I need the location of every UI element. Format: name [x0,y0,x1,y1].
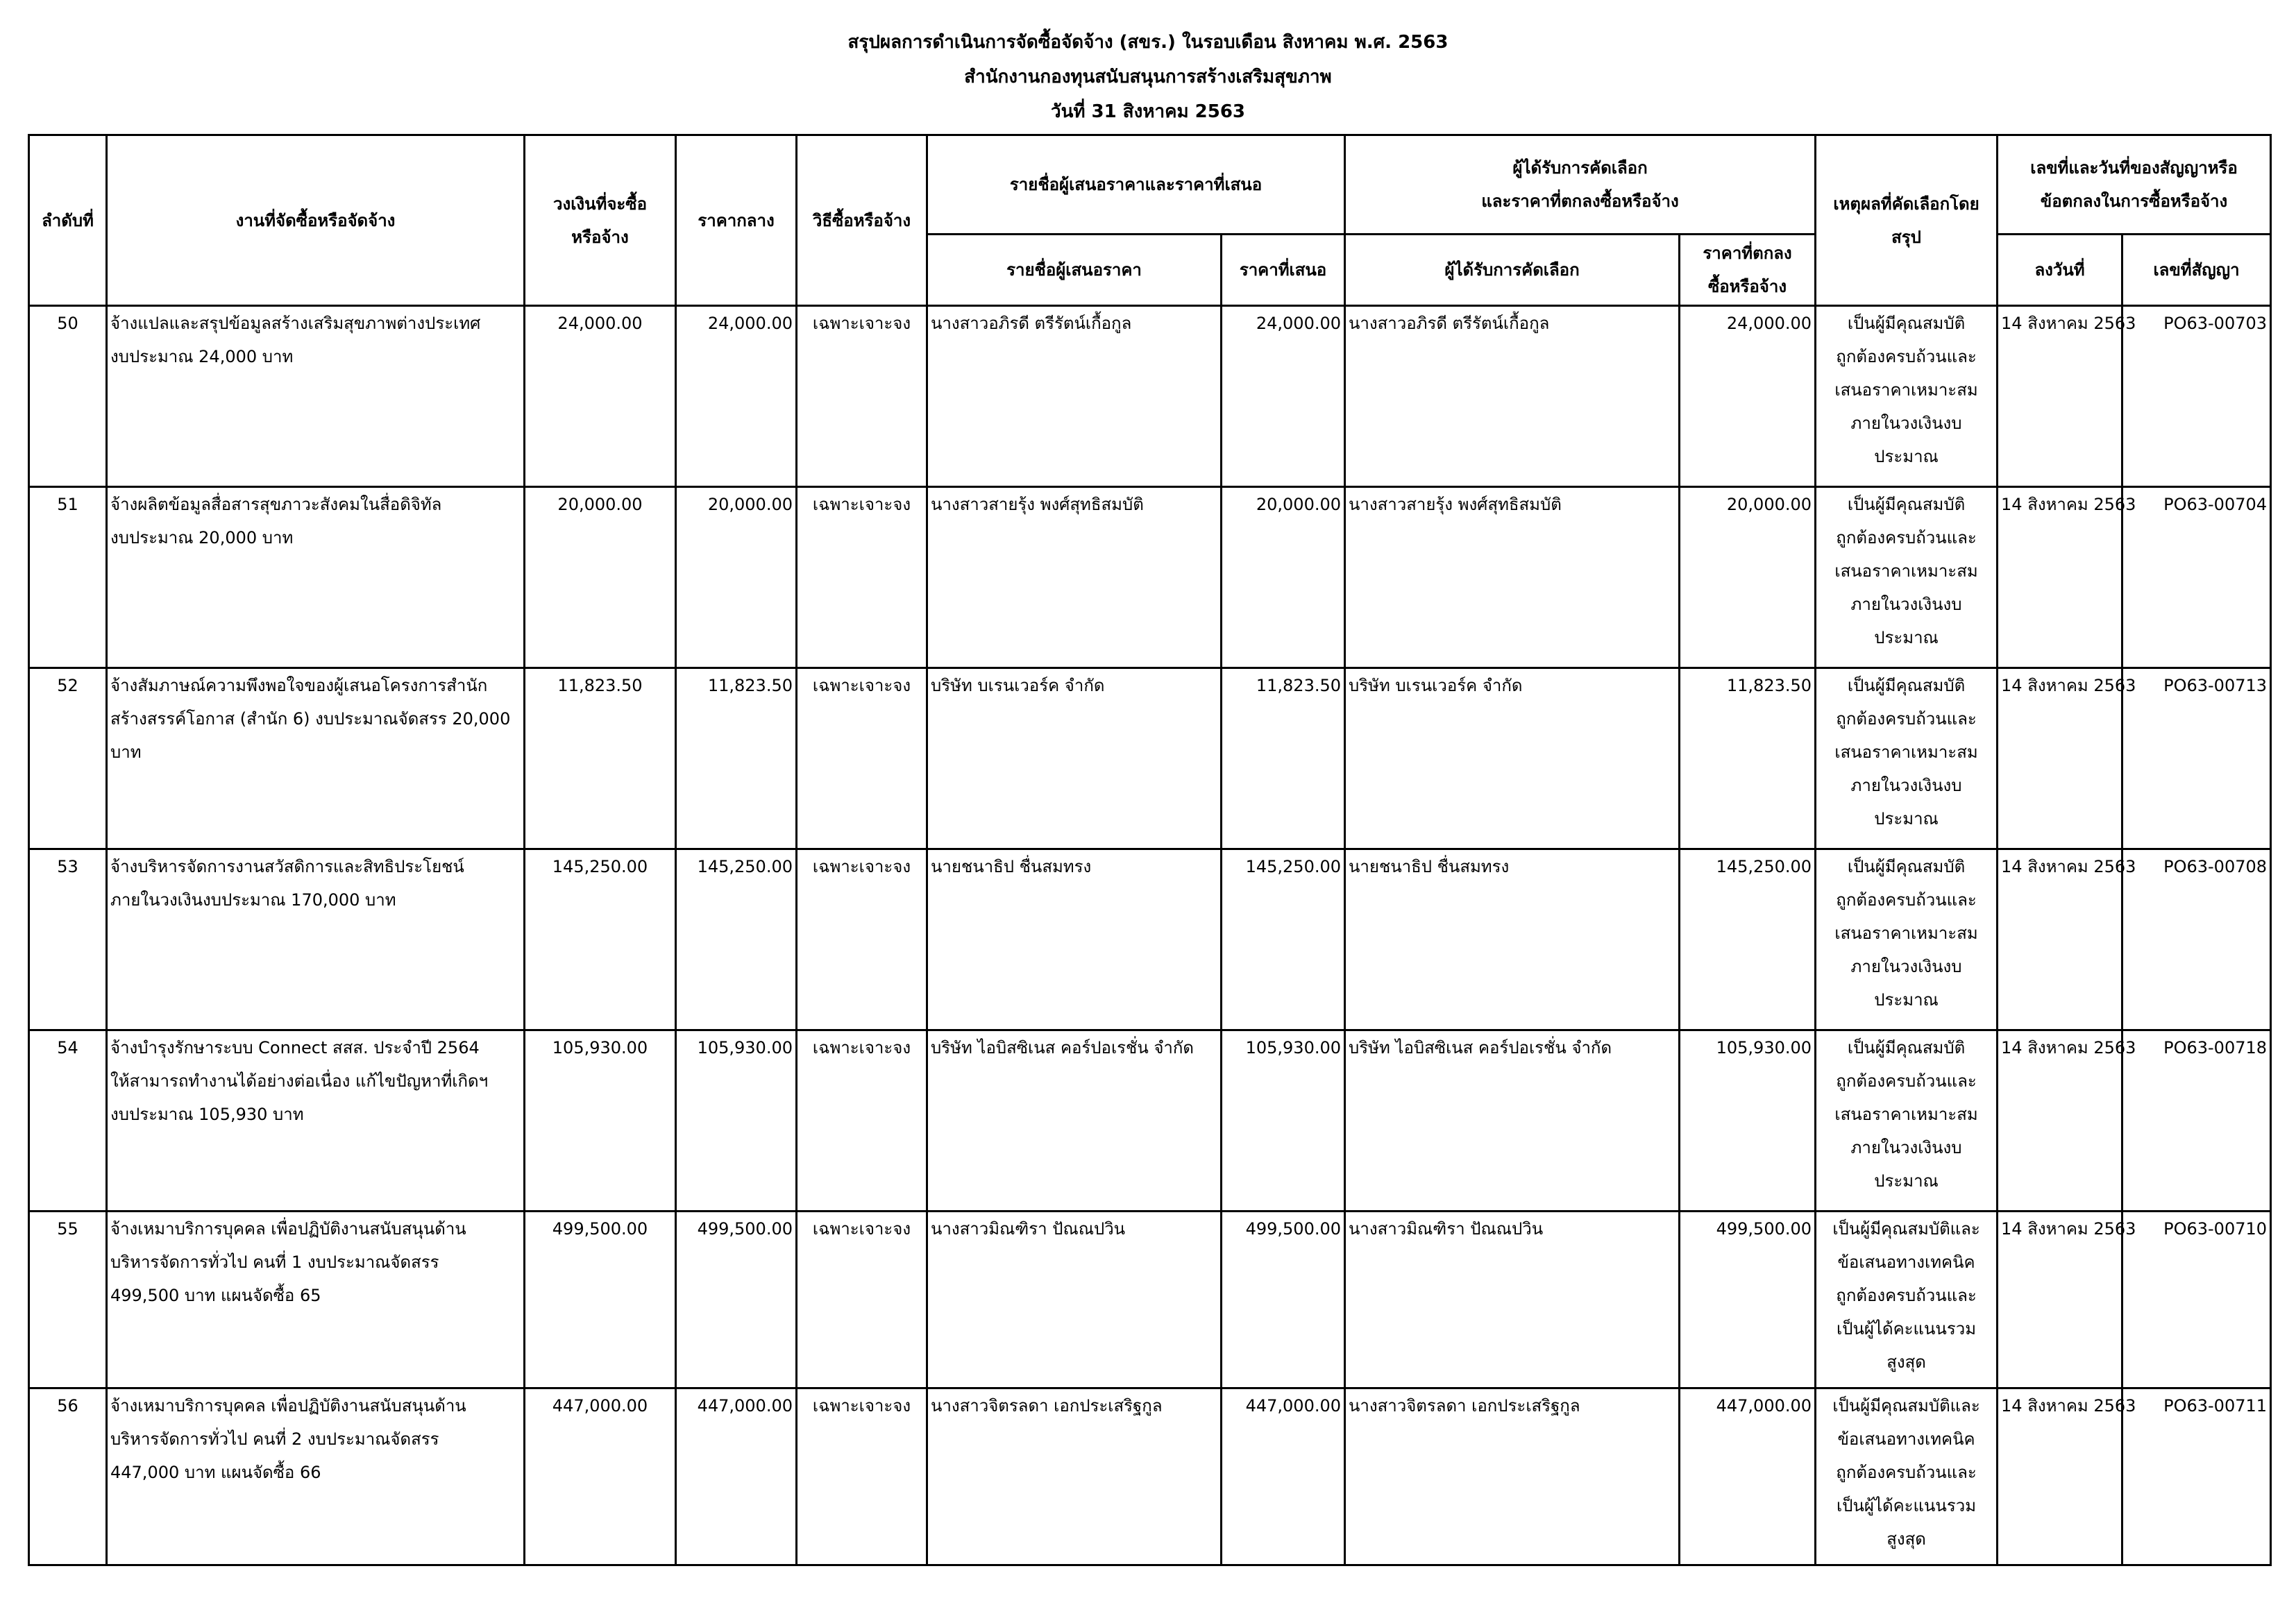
row-median-price: 145,250.00 [676,849,797,1030]
row-work: จ้างแปลและสรุปข้อมูลสร้างเสริมสุขภาพต่างประเทศ งบประมาณ 24,000 บาท [107,306,525,487]
row-selected: นางสาวอภิรดี ตรีรัตน์เกื้อกูล [1345,306,1680,487]
row-reason: เป็นผู้มีคุณสมบัติ ถูกต้องครบถ้วนและ เสนอราคาเหมาะสม ภายในวงเงินงบประมาณ [1816,487,1998,668]
table-row [29,1212,2271,1388]
row-bidder: นางสาวสายรุ้ง พงศ์สุทธิสมบัติ [927,487,1222,668]
table-row [29,849,2271,1030]
row-work: จ้างผลิตข้อมูลสื่อสารสุขภาวะสังคมในสื่อดิจิทัล งบประมาณ 20,000 บาท [107,487,525,668]
table-row [29,306,2271,487]
row-selected: นางสาวจิตรลดา เอกประเสริฐกูล [1345,1388,1680,1565]
row-contract-date: 14 สิงหาคม 2563 [1998,668,2122,849]
row-method: เฉพาะเจาะจง [797,668,927,849]
report-title: สรุปผลการดำเนินการจัดซื้อจัดจ้าง (สขร.) ในรอบเดือน สิงหาคม พ.ศ. 2563 [847,32,1449,53]
row-selected: นางสาวมิณฑิรา ปัณณปวิน [1345,1212,1680,1388]
row-median-price: 499,500.00 [676,1212,797,1388]
row-method: เฉพาะเจาะจง [797,1212,927,1388]
row-work: จ้างเหมาบริการบุคคล เพื่อปฏิบัติงานสนับสนุนด้าน บริหารจัดการทั่วไป คนที่ 1 งบประมาณจัดสรร 499,500 บาท แผนจัดซื้อ 65 [107,1212,525,1388]
row-bidder: นางสาวอภิรดี ตรีรัตน์เกื้อกูล [927,306,1222,487]
row-reason: เป็นผู้มีคุณสมบัติและ ข้อเสนอทางเทคนิค ถูกต้องครบถ้วนและ เป็นผู้ได้คะแนนรวม สูงสุด [1816,1388,1998,1565]
row-selected: บริษัท ไอบิสซิเนส คอร์ปอเรชั่น จำกัด [1345,1030,1680,1212]
row-contract-no: PO63-00708 [2122,849,2271,1030]
row-contract-no: PO63-00704 [2122,487,2271,668]
row-contract-date: 14 สิงหาคม 2563 [1998,1388,2122,1565]
row-reason: เป็นผู้มีคุณสมบัติ ถูกต้องครบถ้วนและ เสนอราคาเหมาะสม ภายในวงเงินงบประมาณ [1816,1030,1998,1212]
col-header-work: งานที่จัดซื้อหรือจัดจ้าง [107,135,525,306]
row-selected: บริษัท บเรนเวอร์ค จำกัด [1345,668,1680,849]
row-bidder: นางสาวจิตรลดา เอกประเสริฐกูล [927,1388,1222,1565]
row-work: จ้างสัมภาษณ์ความพึงพอใจของผู้เสนอโครงการสำนัก สร้างสรรค์โอกาส (สำนัก 6) งบประมาณจัดสรร 20,000 บาท [107,668,525,849]
row-agreed-price: 499,500.00 [1680,1212,1816,1388]
row-median-price: 105,930.00 [676,1030,797,1212]
col-header-contract-no: เลขที่สัญญา [2122,235,2271,306]
row-bid-price: 11,823.50 [1222,668,1345,849]
row-bid-price: 499,500.00 [1222,1212,1345,1388]
row-agreed-price: 145,250.00 [1680,849,1816,1030]
col-header-budget: วงเงินที่จะซื้อ หรือจ้าง [525,135,676,306]
row-agreed-price: 105,930.00 [1680,1030,1816,1212]
row-no: 51 [29,487,107,668]
row-contract-date: 14 สิงหาคม 2563 [1998,306,2122,487]
col-header-selected-name: ผู้ได้รับการคัดเลือก [1345,235,1680,306]
row-contract-no: PO63-00713 [2122,668,2271,849]
col-header-median-price: ราคากลาง [676,135,797,306]
row-contract-date: 14 สิงหาคม 2563 [1998,1030,2122,1212]
row-bid-price: 105,930.00 [1222,1030,1345,1212]
row-contract-date: 14 สิงหาคม 2563 [1998,1212,2122,1388]
row-reason: เป็นผู้มีคุณสมบัติ ถูกต้องครบถ้วนและ เสนอราคาเหมาะสม ภายในวงเงินงบประมาณ [1816,668,1998,849]
row-contract-no: PO63-00710 [2122,1212,2271,1388]
row-contract-no: PO63-00718 [2122,1030,2271,1212]
row-reason: เป็นผู้มีคุณสมบัติและ ข้อเสนอทางเทคนิค ถูกต้องครบถ้วนและ เป็นผู้ได้คะแนนรวม สูงสุด [1816,1212,1998,1388]
row-method: เฉพาะเจาะจง [797,1388,927,1565]
table-row [29,1030,2271,1212]
document-header [0,25,2296,129]
row-work: จ้างเหมาบริการบุคคล เพื่อปฏิบัติงานสนับสนุนด้าน บริหารจัดการทั่วไป คนที่ 2 งบประมาณจัดสรร 447,000 บาท แผนจัดซื้อ 66 [107,1388,525,1565]
col-header-bidders-group: รายชื่อผู้เสนอราคาและราคาที่เสนอ [927,135,1345,235]
row-reason: เป็นผู้มีคุณสมบัติ ถูกต้องครบถ้วนและ เสนอราคาเหมาะสม ภายในวงเงินงบประมาณ [1816,306,1998,487]
row-no: 55 [29,1212,107,1388]
row-method: เฉพาะเจาะจง [797,306,927,487]
col-header-bid-price: ราคาที่เสนอ [1222,235,1345,306]
row-bidder: บริษัท บเรนเวอร์ค จำกัด [927,668,1222,849]
row-bid-price: 145,250.00 [1222,849,1345,1030]
row-method: เฉพาะเจาะจง [797,1030,927,1212]
procurement-table [28,134,2272,1566]
row-no: 54 [29,1030,107,1212]
row-no: 50 [29,306,107,487]
row-reason: เป็นผู้มีคุณสมบัติ ถูกต้องครบถ้วนและ เสนอราคาเหมาะสม ภายในวงเงินงบประมาณ [1816,849,1998,1030]
row-budget: 447,000.00 [525,1388,676,1565]
row-median-price: 11,823.50 [676,668,797,849]
row-contract-no: PO63-00703 [2122,306,2271,487]
row-budget: 20,000.00 [525,487,676,668]
organization-name: สำนักงานกองทุนสนับสนุนการสร้างเสริมสุขภาพ [964,67,1332,87]
row-bidder: นางสาวมิณฑิรา ปัณณปวิน [927,1212,1222,1388]
row-budget: 145,250.00 [525,849,676,1030]
row-agreed-price: 447,000.00 [1680,1388,1816,1565]
row-selected: นายชนาธิป ชื่นสมทรง [1345,849,1680,1030]
row-bidder: บริษัท ไอบิสซิเนส คอร์ปอเรชั่น จำกัด [927,1030,1222,1212]
row-median-price: 447,000.00 [676,1388,797,1565]
row-bid-price: 24,000.00 [1222,306,1345,487]
row-no: 53 [29,849,107,1030]
col-header-reason: เหตุผลที่คัดเลือกโดย สรุป [1816,135,1998,306]
col-header-no: ลำดับที่ [29,135,107,306]
row-budget: 11,823.50 [525,668,676,849]
row-contract-date: 14 สิงหาคม 2563 [1998,487,2122,668]
row-agreed-price: 11,823.50 [1680,668,1816,849]
row-agreed-price: 20,000.00 [1680,487,1816,668]
row-median-price: 24,000.00 [676,306,797,487]
row-bidder: นายชนาธิป ชื่นสมทรง [927,849,1222,1030]
row-budget: 105,930.00 [525,1030,676,1212]
row-no: 56 [29,1388,107,1565]
row-selected: นางสาวสายรุ้ง พงศ์สุทธิสมบัติ [1345,487,1680,668]
row-bid-price: 447,000.00 [1222,1388,1345,1565]
row-budget: 499,500.00 [525,1212,676,1388]
row-no: 52 [29,668,107,849]
row-budget: 24,000.00 [525,306,676,487]
report-date: วันที่ 31 สิงหาคม 2563 [1050,101,1246,122]
row-median-price: 20,000.00 [676,487,797,668]
col-header-agreed-price: ราคาที่ตกลง ซื้อหรือจ้าง [1680,235,1816,306]
row-work: จ้างบำรุงรักษาระบบ Connect สสส. ประจำปี 2564 ให้สามารถทำงานได้อย่างต่อเนื่อง แก้ไขปัญหาที่เกิดฯ งบประมาณ 105,930 บาท [107,1030,525,1212]
row-contract-no: PO63-00711 [2122,1388,2271,1565]
col-header-method: วิธีซื้อหรือจ้าง [797,135,927,306]
col-header-bidder-name: รายชื่อผู้เสนอราคา [927,235,1222,306]
table-row [29,1388,2271,1565]
col-header-contract-group: เลขที่และวันที่ของสัญญาหรือ ข้อตกลงในการซื้อหรือจ้าง [1998,135,2271,235]
row-method: เฉพาะเจาะจง [797,849,927,1030]
col-header-contract-date: ลงวันที่ [1998,235,2122,306]
row-agreed-price: 24,000.00 [1680,306,1816,487]
table-row [29,668,2271,849]
row-method: เฉพาะเจาะจง [797,487,927,668]
row-contract-date: 14 สิงหาคม 2563 [1998,849,2122,1030]
row-work: จ้างบริหารจัดการงานสวัสดิการและสิทธิประโยชน์ ภายในวงเงินงบประมาณ 170,000 บาท [107,849,525,1030]
col-header-selected-group: ผู้ได้รับการคัดเลือก และราคาที่ตกลงซื้อหรือจ้าง [1345,135,1816,235]
row-bid-price: 20,000.00 [1222,487,1345,668]
table-row [29,487,2271,668]
